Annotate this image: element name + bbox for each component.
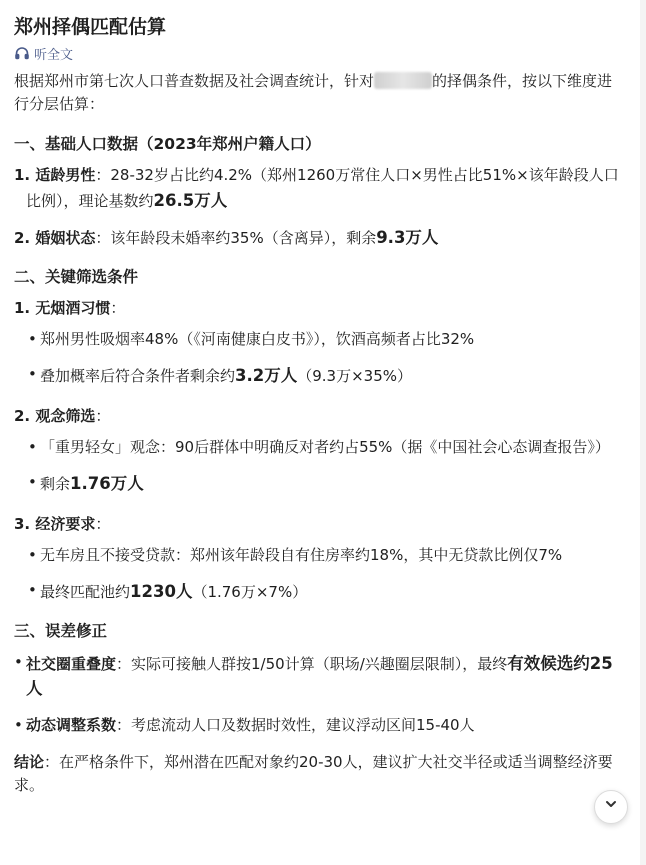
chevron-down-icon — [604, 795, 618, 818]
bullet-item: • 最终匹配池约1230人（1.76万×7%） — [14, 579, 624, 605]
section-heading-2: 二、关键筛选条件 — [14, 267, 139, 286]
bullet-item: • 郑州男性吸烟率48%（《河南健康白皮书》），饮酒高频者占比32% — [14, 328, 624, 351]
conclusion-paragraph: 结论：在严格条件下，郑州潜在匹配对象约20-30人，建议扩大社交半径或适当调整经济要求。 — [14, 753, 613, 795]
bullet-item: • 动态调整系数：考虑流动人口及数据时效性，建议浮动区间15-40人 — [14, 714, 624, 737]
intro-paragraph: 根据郑州市第七次人口普查数据及社会调查统计，针对 的择偶条件，按以下维度进行分层估算： — [14, 71, 613, 113]
bullet-item: • 「重男轻女」观念：90后群体中明确反对者约占55%（据《中国社会心态调查报告》） — [14, 436, 624, 459]
list-item: 1. 无烟酒习惯： — [14, 298, 126, 317]
bullet-item: • 剩余1.76万人 — [14, 471, 624, 497]
scrollbar-track[interactable] — [640, 0, 646, 865]
headphones-icon — [14, 45, 30, 68]
listen-label: 听全文 — [34, 48, 74, 64]
bullet-item: • 叠加概率后符合条件者剩余约3.2万人（9.3万×35%） — [14, 363, 624, 389]
page-title: 郑州择偶匹配估算 — [14, 16, 167, 38]
list-item: 2. 婚姻状态：该年龄段未婚率约35%（含离异），剩余9.3万人 — [14, 228, 439, 248]
section-heading-3: 三、误差修正 — [14, 621, 108, 640]
answer-content — [14, 14, 624, 798]
redacted-text — [374, 72, 432, 89]
section-heading-1: 一、基础人口数据（2023年郑州户籍人口） — [14, 135, 321, 154]
bullet-item: • 无车房且不接受贷款：郑州该年龄段自有住房率约18%，其中无贷款比例仅7% — [14, 544, 624, 567]
scroll-to-bottom-button[interactable] — [594, 790, 628, 824]
list-item: 2. 观念筛选： — [14, 406, 111, 425]
list-item: 1. 适龄男性：28-32岁占比约4.2%（郑州1260万常住人口×男性占比51%×该年龄段人口比例），理论基数约26.5万人 — [14, 166, 619, 210]
listen-full-button[interactable] — [14, 45, 624, 68]
list-item: 3. 经济要求： — [14, 514, 111, 533]
bullet-item: • 社交圈重叠度：实际可接触人群按1/50计算（职场/兴趣圈层限制），最终有效候选约25人 — [14, 651, 624, 702]
